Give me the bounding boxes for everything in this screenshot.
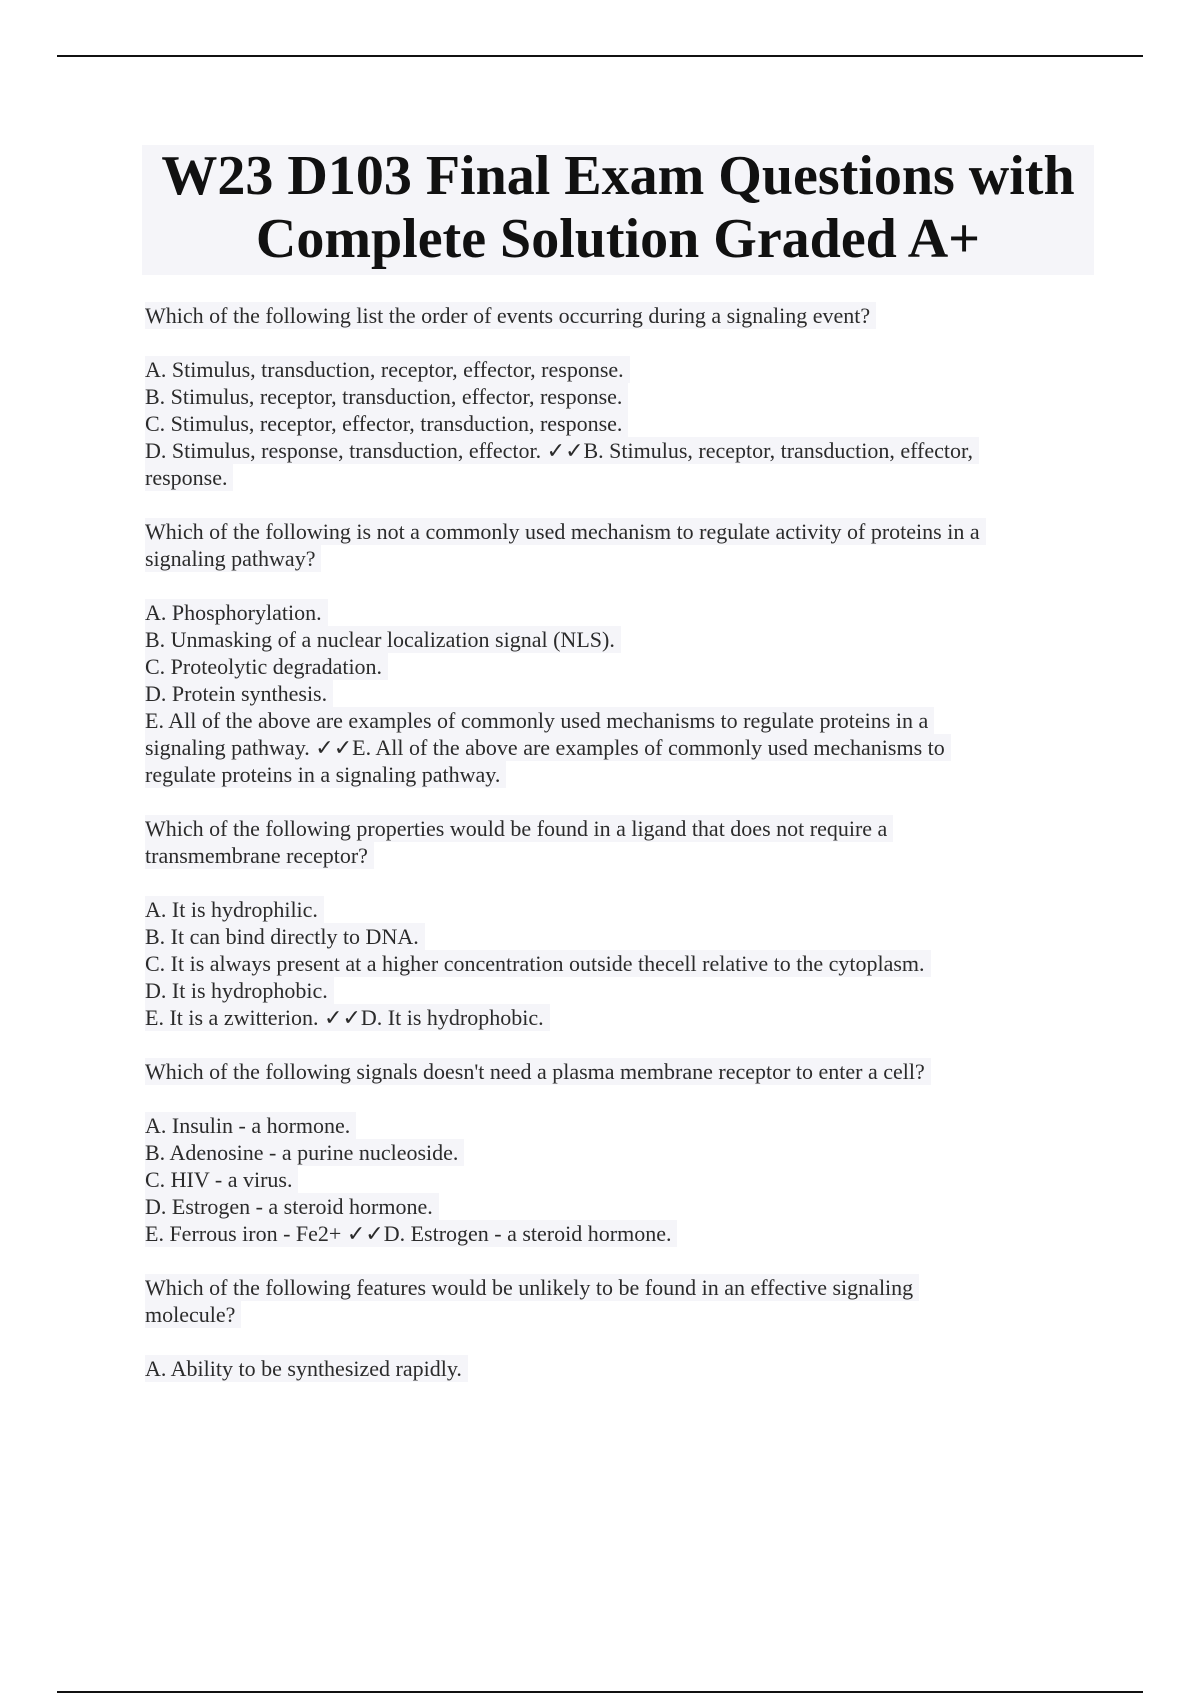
question-text: Which of the following list the order of events occurring during a signaling event? — [145, 302, 876, 329]
option-line: D. Stimulus, response, transduction, effector. ✓✓B. Stimulus, receptor, transduction, effector, — [145, 437, 979, 464]
option-line: B. Unmasking of a nuclear localization signal (NLS). — [145, 626, 621, 653]
question-text: signaling pathway? — [145, 545, 321, 572]
question-2 — [145, 518, 1085, 572]
top-rule — [57, 55, 1143, 57]
options-5 — [145, 1355, 1085, 1382]
option-line: C. Proteolytic degradation. — [145, 653, 388, 680]
option-line: B. It can bind directly to DNA. — [145, 923, 425, 950]
question-4 — [145, 1058, 1085, 1085]
option-line: E. Ferrous iron - Fe2+ ✓✓D. Estrogen - a steroid hormone. — [145, 1220, 677, 1247]
option-line: A. Phosphorylation. — [145, 599, 328, 626]
option-line: A. Ability to be synthesized rapidly. — [145, 1355, 468, 1382]
question-1 — [145, 302, 1085, 329]
option-line: signaling pathway. ✓✓E. All of the above are examples of commonly used mechanisms to — [145, 734, 951, 761]
option-line: A. It is hydrophilic. — [145, 896, 324, 923]
question-text: Which of the following signals doesn't need a plasma membrane receptor to enter a cell? — [145, 1058, 931, 1085]
question-text: Which of the following features would be unlikely to be found in an effective signaling — [145, 1274, 919, 1301]
option-line: D. Estrogen - a steroid hormone. — [145, 1193, 439, 1220]
option-line: response. — [145, 464, 233, 491]
option-line: E. All of the above are examples of commonly used mechanisms to regulate proteins in a — [145, 707, 934, 734]
option-line: B. Adenosine - a purine nucleoside. — [145, 1139, 464, 1166]
option-line: C. It is always present at a higher concentration outside thecell relative to the cytoplasm. — [145, 950, 931, 977]
options-4 — [145, 1112, 1085, 1247]
option-line: D. It is hydrophobic. — [145, 977, 334, 1004]
question-text: molecule? — [145, 1301, 241, 1328]
question-text: Which of the following properties would be found in a ligand that does not require a — [145, 815, 893, 842]
document-body — [145, 302, 1085, 1409]
options-2 — [145, 599, 1085, 788]
question-text: transmembrane receptor? — [145, 842, 374, 869]
bottom-rule — [57, 1691, 1143, 1693]
page-title — [142, 145, 1094, 271]
option-line: D. Protein synthesis. — [145, 680, 333, 707]
question-text: Which of the following is not a commonly used mechanism to regulate activity of proteins in a — [145, 518, 986, 545]
option-line: C. HIV - a virus. — [145, 1166, 298, 1193]
title-line: Complete Solution Graded A+ — [255, 208, 981, 270]
option-line: A. Stimulus, transduction, receptor, effector, response. — [145, 356, 630, 383]
question-5 — [145, 1274, 1085, 1328]
option-line: E. It is a zwitterion. ✓✓D. It is hydrophobic. — [145, 1004, 550, 1031]
option-line: regulate proteins in a signaling pathway. — [145, 761, 506, 788]
title-line: W23 D103 Final Exam Questions with — [161, 145, 1075, 207]
options-3 — [145, 896, 1085, 1031]
question-3 — [145, 815, 1085, 869]
option-line: C. Stimulus, receptor, effector, transduction, response. — [145, 410, 628, 437]
options-1 — [145, 356, 1085, 491]
option-line: B. Stimulus, receptor, transduction, effector, response. — [145, 383, 628, 410]
option-line: A. Insulin - a hormone. — [145, 1112, 356, 1139]
